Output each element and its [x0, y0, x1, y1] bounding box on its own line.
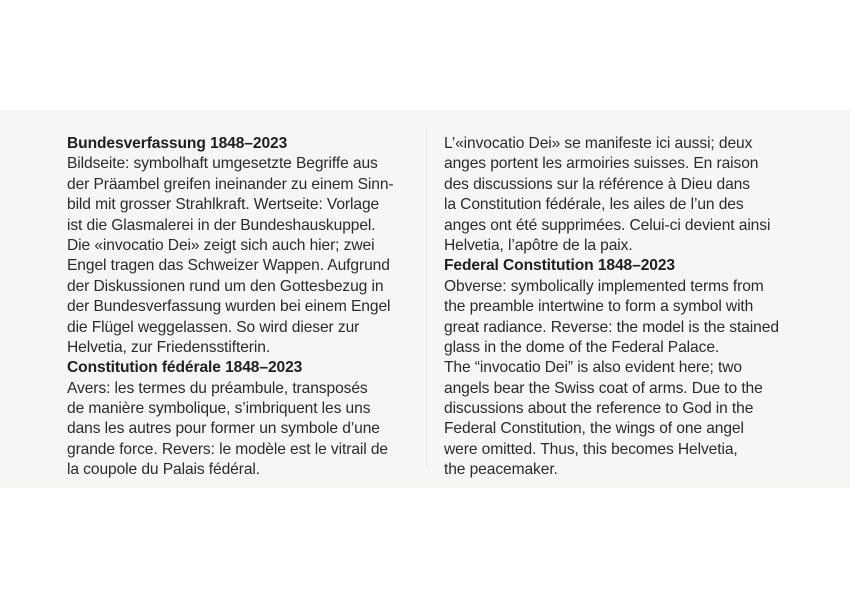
english-text-line: glass in the dome of the Federal Palace.: [444, 338, 720, 356]
german-text-line: bild mit grosser Strahlkraft. Wertseite: Vorlage: [67, 196, 380, 214]
english-heading: Federal Constitution 1848–2023: [444, 257, 675, 275]
english-text-line: The “invocatio Dei” is also evident here; two: [444, 359, 742, 377]
french-text-line: la coupole du Palais fédéral.: [67, 461, 261, 479]
french-text-line: Helvetia, l’apôtre de la paix.: [444, 236, 633, 254]
french-text-line: des discussions sur la référence à Dieu dans: [444, 175, 750, 193]
german-text-line: Engel tragen das Schweizer Wappen. Aufgrund: [67, 257, 390, 275]
french-text-line: de manière symbolique, s’imbriquent les uns: [67, 400, 371, 418]
german-text-line: die Flügel weggelassen. So wird dieser zur: [67, 318, 360, 336]
french-text-line: grande force. Revers: le modèle est le vitrail de: [67, 440, 388, 458]
german-text-line: der Präambel greifen ineinander zu einem Sinn-: [67, 175, 394, 193]
german-heading: Bundesverfassung 1848–2023: [67, 135, 288, 152]
french-heading: Constitution fédérale 1848–2023: [67, 359, 303, 377]
left-column: [67, 134, 412, 481]
french-text-line: la Constitution fédérale, les ailes de l’un des: [444, 196, 744, 214]
document-sheet: [0, 110, 850, 488]
english-text-line: Federal Constitution, the wings of one angel: [444, 420, 744, 438]
right-column: [444, 134, 794, 481]
french-text-line: dans les autres pour former un symbole d’une: [67, 420, 380, 438]
english-text-line: the peacemaker.: [444, 461, 558, 479]
column-divider: [426, 128, 427, 468]
english-text-line: were omitted. Thus, this becomes Helvetia,: [444, 440, 738, 458]
english-text-line: Obverse: symbolically implemented terms from: [444, 277, 764, 295]
french-text-line: L’«invocatio Dei» se manifeste ici aussi; deux: [444, 135, 753, 152]
german-text-line: Bildseite: symbolhaft umgesetzte Begriffe aus: [67, 155, 378, 173]
german-text-line: der Bundesverfassung wurden bei einem Engel: [67, 298, 391, 316]
english-text-line: discussions about the reference to God in the: [444, 400, 754, 418]
french-text-line: Avers: les termes du préambule, transposés: [67, 379, 368, 397]
german-text-line: Helvetia, zur Friedensstifterin.: [67, 338, 271, 356]
english-text-line: angels bear the Swiss coat of arms. Due to the: [444, 379, 763, 397]
english-text-line: the preamble intertwine to form a symbol with: [444, 298, 754, 316]
german-text-line: ist die Glasmalerei in der Bundeshauskuppel.: [67, 216, 376, 234]
german-text-line: der Diskussionen rund um den Gottesbezug in: [67, 277, 384, 295]
french-text-line: anges portent les armoiries suisses. En raison: [444, 155, 759, 173]
english-text-line: great radiance. Reverse: the model is the stained: [444, 318, 779, 336]
french-text-line: anges ont été supprimées. Celui-ci devient ainsi: [444, 216, 771, 234]
german-text-line: Die «invocatio Dei» zeigt sich auch hier; zwei: [67, 236, 375, 254]
